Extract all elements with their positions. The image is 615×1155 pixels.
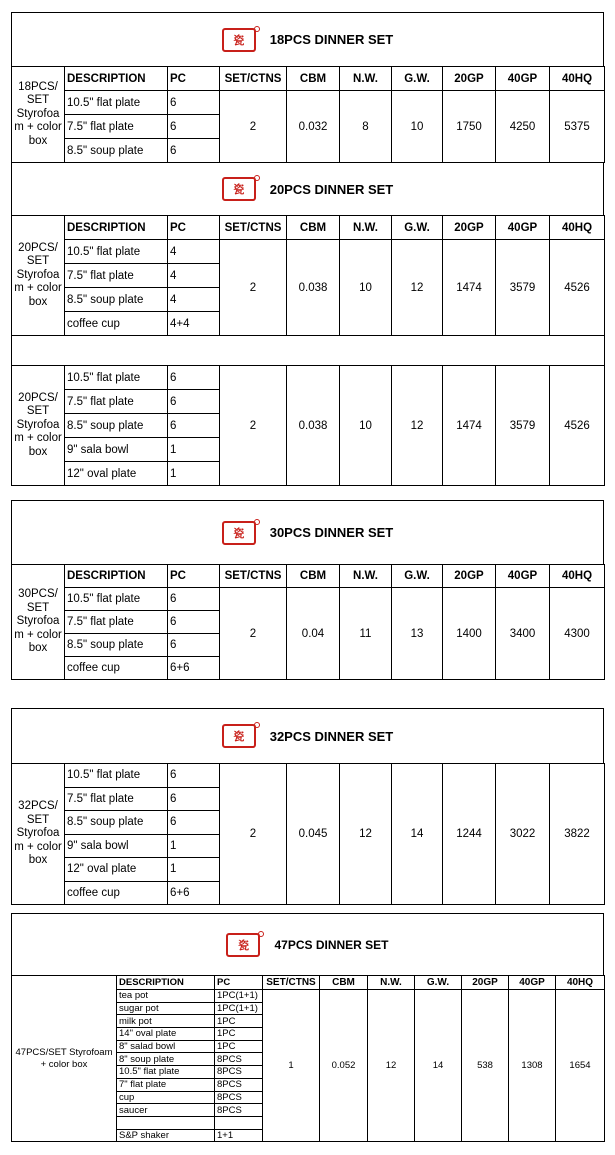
- item-description: 7.5" flat plate: [65, 390, 168, 414]
- header-cbm: CBM: [287, 216, 340, 240]
- item-pc: 6: [168, 414, 220, 438]
- pack-cell: 32PCS/ SET Styrofoa m + color box: [12, 764, 65, 905]
- value-nw: 12: [368, 990, 415, 1142]
- section-title: 32PCS DINNER SET: [269, 728, 394, 744]
- item-pc: 6: [168, 115, 220, 139]
- value-20gp: 1474: [443, 366, 496, 486]
- item-description: S&P shaker: [117, 1129, 215, 1142]
- item-description: 7.5" flat plate: [65, 787, 168, 811]
- item-description: 9" sala bowl: [65, 438, 168, 462]
- header-row: [12, 976, 605, 990]
- section-32pcs: [11, 708, 604, 905]
- brand-seal-icon: 瓷: [226, 933, 260, 957]
- section-title: 30PCS DINNER SET: [269, 525, 394, 540]
- header-set-ctns: SET/CTNS: [220, 67, 287, 91]
- header-row: [12, 565, 605, 588]
- value-20gp: 1750: [443, 91, 496, 163]
- value-40hq: 4526: [550, 240, 605, 336]
- header-row: [12, 67, 605, 91]
- item-pc: 6+6: [168, 881, 220, 905]
- value-40gp: 3579: [496, 366, 550, 486]
- item-pc: 8PCS: [215, 1091, 263, 1104]
- header-40hq: 40HQ: [550, 216, 605, 240]
- header-40gp: 40GP: [496, 565, 550, 588]
- item-description: 8.5" soup plate: [65, 288, 168, 312]
- value-gw: 12: [392, 240, 443, 336]
- table-row: [12, 240, 605, 264]
- value-20gp: 1400: [443, 588, 496, 680]
- item-description: 7.5" flat plate: [65, 611, 168, 634]
- item-description: 8.5" soup plate: [65, 634, 168, 657]
- value-40gp: 3022: [496, 764, 550, 905]
- brand-seal-icon: 瓷: [222, 724, 256, 748]
- header-gw: G.W.: [392, 216, 443, 240]
- section-title-row: [11, 162, 604, 215]
- item-pc: 6: [168, 91, 220, 115]
- value-gw: 13: [392, 588, 443, 680]
- item-description: 8.5" soup plate: [65, 414, 168, 438]
- item-description: 14" oval plate: [117, 1028, 215, 1041]
- brand-seal-icon: 瓷: [222, 521, 256, 545]
- item-description: 10.5" flat plate: [65, 240, 168, 264]
- header-gw: G.W.: [392, 67, 443, 91]
- pack-cell: 20PCS/ SET Styrofoa m + color box: [12, 216, 65, 336]
- value-40hq: 1654: [556, 990, 605, 1142]
- header-20gp: 20GP: [443, 565, 496, 588]
- item-pc: 4: [168, 240, 220, 264]
- value-20gp: 1244: [443, 764, 496, 905]
- item-description: 7.5" flat plate: [65, 264, 168, 288]
- header-cbm: CBM: [287, 67, 340, 91]
- item-pc: 6: [168, 611, 220, 634]
- section-title-row: [11, 12, 604, 66]
- value-cbm: 0.04: [287, 588, 340, 680]
- item-description: 8" soup plate: [117, 1053, 215, 1066]
- value-cbm: 0.045: [287, 764, 340, 905]
- section-title: 18PCS DINNER SET: [269, 32, 394, 47]
- value-40hq: 3822: [550, 764, 605, 905]
- item-description: 10.5" flat plate: [65, 91, 168, 115]
- header-set-ctns: SET/CTNS: [220, 216, 287, 240]
- header-nw: N.W.: [340, 216, 392, 240]
- item-description: 10.5" flat plate: [65, 764, 168, 788]
- item-description: 12" oval plate: [65, 858, 168, 882]
- item-pc: 1PC(1+1): [215, 1002, 263, 1015]
- value-nw: 10: [340, 240, 392, 336]
- spec-table: [11, 975, 605, 1142]
- value-set-ctns: 2: [220, 764, 287, 905]
- item-description: coffee cup: [65, 657, 168, 680]
- value-cbm: 0.052: [320, 990, 368, 1142]
- item-pc: [215, 1116, 263, 1129]
- item-pc: 1: [168, 438, 220, 462]
- value-gw: 12: [392, 366, 443, 486]
- item-pc: 1PC: [215, 1015, 263, 1028]
- header-set-ctns: SET/CTNS: [220, 565, 287, 588]
- table-row: [12, 366, 605, 390]
- section-title-row: [11, 913, 604, 975]
- header-pc: PC: [215, 976, 263, 990]
- item-pc: 1: [168, 858, 220, 882]
- header-description: DESCRIPTION: [117, 976, 215, 990]
- item-pc: 1PC(1+1): [215, 990, 263, 1003]
- item-description: 12" oval plate: [65, 462, 168, 486]
- header-gw: G.W.: [415, 976, 462, 990]
- item-pc: 1PC: [215, 1040, 263, 1053]
- section-18pcs: [11, 12, 604, 163]
- value-nw: 8: [340, 91, 392, 163]
- item-pc: 6: [168, 764, 220, 788]
- header-gw: G.W.: [392, 565, 443, 588]
- item-pc: 4: [168, 288, 220, 312]
- header-20gp: 20GP: [462, 976, 509, 990]
- item-pc: 4: [168, 264, 220, 288]
- item-pc: 1+1: [215, 1129, 263, 1142]
- item-pc: 8PCS: [215, 1053, 263, 1066]
- item-description: coffee cup: [65, 312, 168, 336]
- value-40hq: 5375: [550, 91, 605, 163]
- item-description: 8" salad bowl: [117, 1040, 215, 1053]
- value-set-ctns: 2: [220, 588, 287, 680]
- section-47pcs: [11, 913, 604, 1142]
- value-nw: 12: [340, 764, 392, 905]
- table-row: [12, 91, 605, 115]
- value-40gp: 3579: [496, 240, 550, 336]
- item-description: 7.5" flat plate: [65, 115, 168, 139]
- value-gw: 14: [415, 990, 462, 1142]
- section-20pcs: [11, 162, 604, 486]
- section-title-row: [11, 708, 604, 763]
- value-set-ctns: 1: [263, 990, 320, 1142]
- value-20gp: 538: [462, 990, 509, 1142]
- item-pc: 8PCS: [215, 1078, 263, 1091]
- item-description: [117, 1116, 215, 1129]
- item-pc: 1PC: [215, 1028, 263, 1041]
- item-description: saucer: [117, 1104, 215, 1117]
- header-40gp: 40GP: [496, 216, 550, 240]
- item-description: milk pot: [117, 1015, 215, 1028]
- header-cbm: CBM: [287, 565, 340, 588]
- item-description: 8.5" soup plate: [65, 139, 168, 163]
- item-pc: 6+6: [168, 657, 220, 680]
- table-row: [12, 764, 605, 788]
- item-description: tea pot: [117, 990, 215, 1003]
- value-nw: 11: [340, 588, 392, 680]
- section-title-row: [11, 500, 604, 564]
- brand-seal-icon: 瓷: [222, 28, 256, 52]
- item-description: 8.5" soup plate: [65, 811, 168, 835]
- value-cbm: 0.038: [287, 366, 340, 486]
- spec-table: [11, 215, 605, 486]
- item-description: coffee cup: [65, 881, 168, 905]
- item-description: 9" sala bowl: [65, 834, 168, 858]
- value-40gp: 3400: [496, 588, 550, 680]
- spec-table: [11, 66, 605, 163]
- item-description: 7" flat plate: [117, 1078, 215, 1091]
- value-cbm: 0.038: [287, 240, 340, 336]
- brand-seal-icon: 瓷: [222, 177, 256, 201]
- header-nw: N.W.: [340, 565, 392, 588]
- value-set-ctns: 2: [220, 366, 287, 486]
- item-pc: 6: [168, 811, 220, 835]
- item-pc: 6: [168, 787, 220, 811]
- header-pc: PC: [168, 216, 220, 240]
- header-pc: PC: [168, 67, 220, 91]
- header-nw: N.W.: [340, 67, 392, 91]
- header-cbm: CBM: [320, 976, 368, 990]
- item-description: sugar pot: [117, 1002, 215, 1015]
- item-description: cup: [117, 1091, 215, 1104]
- header-row: [12, 216, 605, 240]
- header-description: DESCRIPTION: [65, 67, 168, 91]
- spacer-row: [12, 336, 605, 366]
- table-row: [12, 588, 605, 611]
- value-cbm: 0.032: [287, 91, 340, 163]
- header-40gp: 40GP: [509, 976, 556, 990]
- header-20gp: 20GP: [443, 67, 496, 91]
- value-40gp: 4250: [496, 91, 550, 163]
- value-20gp: 1474: [443, 240, 496, 336]
- pack-cell: 47PCS/SET Styrofoam + color box: [12, 976, 117, 1142]
- item-description: 10.5" flat plate: [65, 588, 168, 611]
- value-gw: 14: [392, 764, 443, 905]
- item-description: 10.5" flat plate: [117, 1066, 215, 1079]
- header-description: DESCRIPTION: [65, 216, 168, 240]
- pack-cell: 30PCS/ SET Styrofoa m + color box: [12, 565, 65, 680]
- item-pc: 1: [168, 462, 220, 486]
- header-40hq: 40HQ: [550, 565, 605, 588]
- item-pc: 6: [168, 366, 220, 390]
- header-40gp: 40GP: [496, 67, 550, 91]
- value-set-ctns: 2: [220, 91, 287, 163]
- section-title: 47PCS DINNER SET: [274, 937, 389, 952]
- section-title: 20PCS DINNER SET: [269, 181, 394, 197]
- item-pc: 6: [168, 139, 220, 163]
- spacer-cell: [12, 336, 605, 366]
- value-gw: 10: [392, 91, 443, 163]
- header-pc: PC: [168, 565, 220, 588]
- value-40hq: 4300: [550, 588, 605, 680]
- item-description: 10.5" flat plate: [65, 366, 168, 390]
- spec-table: [11, 763, 605, 905]
- header-40hq: 40HQ: [550, 67, 605, 91]
- item-pc: 4+4: [168, 312, 220, 336]
- item-pc: 8PCS: [215, 1066, 263, 1079]
- value-40gp: 1308: [509, 990, 556, 1142]
- pack-cell: 18PCS/ SET Styrofoa m + color box: [12, 67, 65, 163]
- value-40hq: 4526: [550, 366, 605, 486]
- header-set-ctns: SET/CTNS: [263, 976, 320, 990]
- item-pc: 6: [168, 634, 220, 657]
- pack-cell: 20PCS/ SET Styrofoa m + color box: [12, 366, 65, 486]
- header-40hq: 40HQ: [556, 976, 605, 990]
- spec-table: [11, 564, 605, 680]
- item-pc: 6: [168, 588, 220, 611]
- header-description: DESCRIPTION: [65, 565, 168, 588]
- value-set-ctns: 2: [220, 240, 287, 336]
- item-pc: 8PCS: [215, 1104, 263, 1117]
- item-pc: 1: [168, 834, 220, 858]
- header-nw: N.W.: [368, 976, 415, 990]
- item-pc: 6: [168, 390, 220, 414]
- header-20gp: 20GP: [443, 216, 496, 240]
- value-nw: 10: [340, 366, 392, 486]
- section-30pcs: [11, 500, 604, 680]
